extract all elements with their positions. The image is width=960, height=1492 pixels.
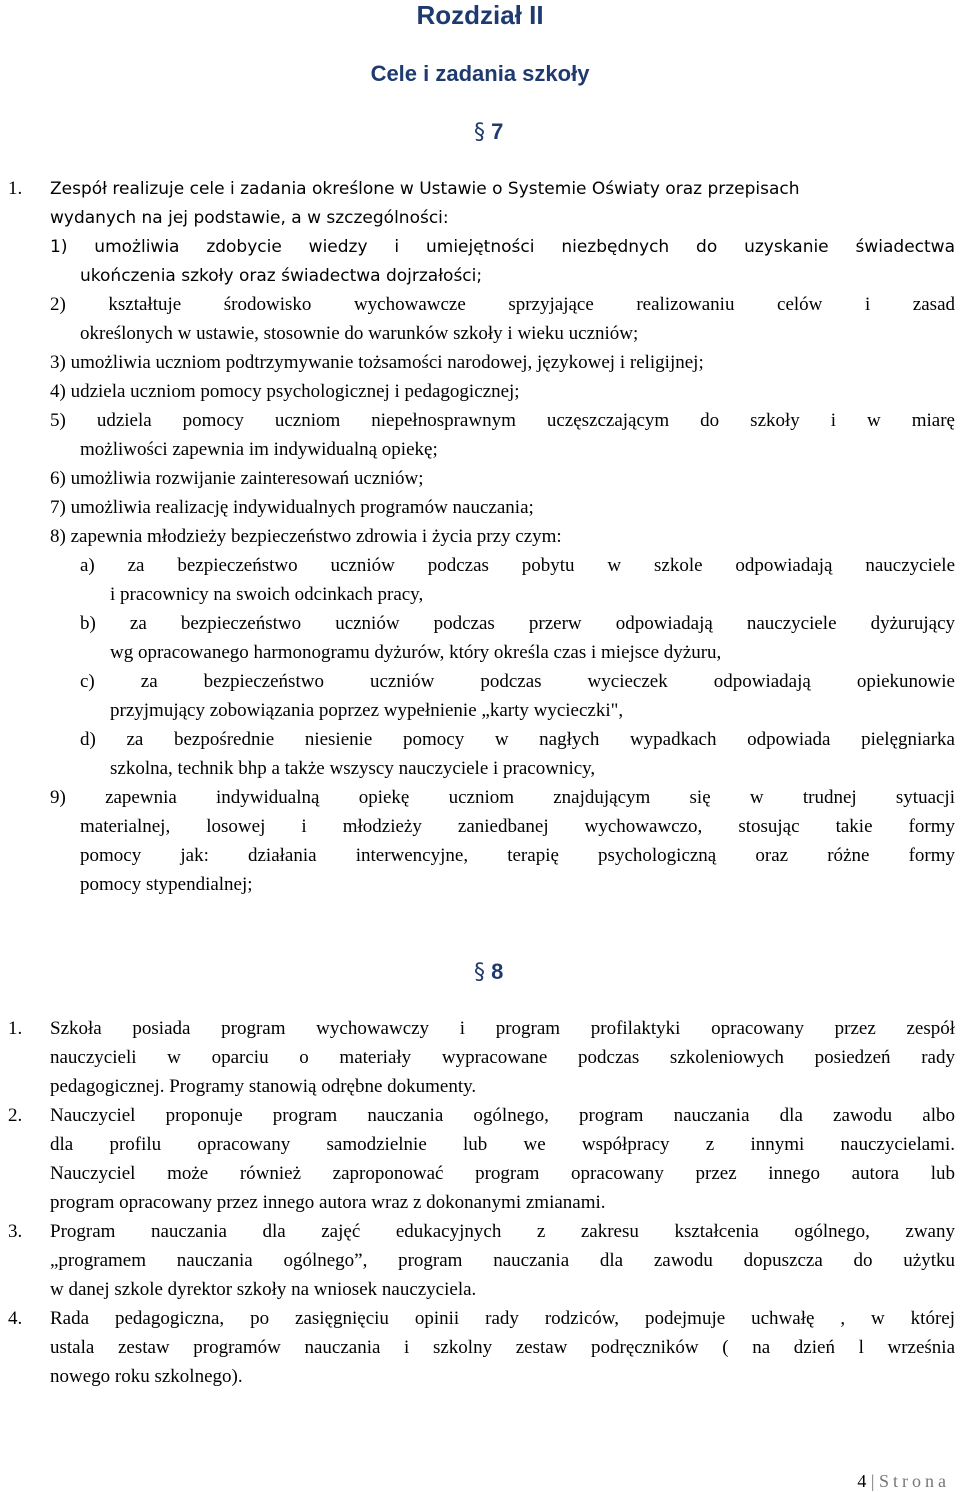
section-number: 7: [491, 119, 504, 144]
list-item-line: szkolna, technik bhp a także wszyscy nauczyciele i pracownicy,: [110, 758, 596, 779]
paragraph-line: nowego roku szkolnego).: [50, 1366, 243, 1387]
list-item-line: pomocy jak: działania interwencyjne, terapię psychologiczną oraz różne formy: [80, 845, 955, 866]
list-item-line: materialnej, losowej i młodzieży zaniedbanej wychowawczo, stosując takie formy: [80, 816, 955, 837]
paragraph-line: program opracowany przez innego autora wraz z dokonanymi zmianami.: [50, 1192, 606, 1213]
list-item-line: d) za bezpośrednie niesienie pomocy w nagłych wypadkach odpowiada pielęgniarka: [80, 729, 955, 750]
paragraph-line: nauczycieli w oparciu o materiały wypracowane podczas szkoleniowych posiedzeń rady: [50, 1047, 955, 1068]
list-item-line: 1) umożliwia zdobycie wiedzy i umiejętności niezbędnych do uzyskanie świadectwa: [50, 237, 955, 257]
section-number: 8: [491, 959, 504, 984]
paragraph-line: pedagogicznej. Programy stanowią odrębne dokumenty.: [50, 1076, 477, 1097]
paragraph-line: Rada pedagogiczna, po zasięgnięciu opinii rady rodziców, podejmuje uchwałę , w której: [50, 1308, 955, 1329]
paragraph-line: Program nauczania dla zajęć edukacyjnych z zakresu kształcenia ogólnego, zwany: [50, 1221, 955, 1242]
list-number: 4.: [8, 1308, 23, 1329]
list-item-line: 5) udziela pomocy uczniom niepełnosprawnym uczęszczającym do szkoły i w miarę: [50, 410, 955, 431]
list-item-line: przyjmujący zobowiązania poprzez wypełnienie „karty wycieczki",: [110, 700, 624, 721]
list-number: 1.: [8, 1018, 23, 1039]
list-item-line: 8) zapewnia młodzieży bezpieczeństwo zdrowia i życia przy czym:: [50, 526, 562, 547]
list-number: 2.: [8, 1105, 23, 1126]
paragraph-line: Szkoła posiada program wychowawczy i program profilaktyki opracowany przez zespół: [50, 1018, 955, 1039]
list-item-line: 6) umożliwia rozwijanie zainteresowań uczniów;: [50, 468, 424, 489]
list-item-line: pomocy stypendialnej;: [80, 874, 253, 895]
list-item-line: 2) kształtuje środowisko wychowawcze sprzyjające realizowaniu celów i zasad: [50, 294, 955, 315]
list-item-line: możliwości zapewnia im indywidualną opiekę;: [80, 439, 438, 460]
page-label: Strona: [879, 1471, 950, 1491]
paragraph-line: dla profilu opracowany samodzielnie lub we współpracy z innymi nauczycielami.: [50, 1134, 955, 1155]
paragraph-line: wydanych na jej podstawie, a w szczególności:: [50, 208, 449, 228]
paragraph-line: ustala zestaw programów nauczania i szkolny zestaw podręczników ( na dzień l września: [50, 1337, 955, 1358]
list-item-line: c) za bezpieczeństwo uczniów podczas wycieczek odpowiadają opiekunowie: [80, 671, 955, 692]
list-number: 3.: [8, 1221, 23, 1242]
list-item-line: 3) umożliwia uczniom podtrzymywanie tożsamości narodowej, językowej i religijnej;: [50, 352, 704, 373]
chapter-title: Rozdział II: [416, 0, 544, 30]
list-item-line: 7) umożliwia realizację indywidualnych programów nauczania;: [50, 497, 534, 518]
paragraph-line: w danej szkole dyrektor szkoły na wniosek nauczyciela.: [50, 1279, 477, 1300]
list-number: 1.: [8, 178, 23, 199]
page-number: 4: [857, 1471, 867, 1491]
list-item-line: określonych w ustawie, stosownie do warunków szkoły i wieku uczniów;: [80, 323, 639, 344]
paragraph-line: Nauczyciel proponuje program nauczania ogólnego, program nauczania dla zawodu albo: [50, 1105, 955, 1126]
section-8-heading: [474, 958, 503, 987]
section-symbol: §: [474, 120, 485, 145]
paragraph-line: Nauczyciel może również zaproponować program opracowany przez innego autora lub: [50, 1163, 955, 1184]
list-item-line: b) za bezpieczeństwo uczniów podczas przerw odpowiadają nauczyciele dyżurujący: [80, 613, 955, 634]
chapter-subtitle: Cele i zadania szkoły: [370, 61, 590, 86]
list-item-line: i pracownicy na swoich odcinkach pracy,: [110, 584, 424, 605]
list-item-line: 4) udziela uczniom pomocy psychologicznej i pedagogicznej;: [50, 381, 520, 402]
paragraph-line: Zespół realizuje cele i zadania określone w Ustawie o Systemie Oświaty oraz przepisach: [50, 179, 800, 199]
list-item-line: 9) zapewnia indywidualną opiekę uczniom znajdującym się w trudnej sytuacji: [50, 787, 955, 808]
page-footer: [857, 1470, 950, 1492]
section-symbol: §: [474, 960, 485, 985]
footer-separator: |: [870, 1471, 875, 1491]
list-item-line: ukończenia szkoły oraz świadectwa dojrzałości;: [80, 266, 483, 286]
paragraph-line: „programem nauczania ogólnego”, program nauczania dla zawodu dopuszcza do użytku: [50, 1250, 955, 1271]
section-7-heading: [474, 118, 503, 147]
list-item-line: a) za bezpieczeństwo uczniów podczas pobytu w szkole odpowiadają nauczyciele: [80, 555, 955, 576]
list-item-line: wg opracowanego harmonogramu dyżurów, który określa czas i miejsce dyżuru,: [110, 642, 722, 663]
